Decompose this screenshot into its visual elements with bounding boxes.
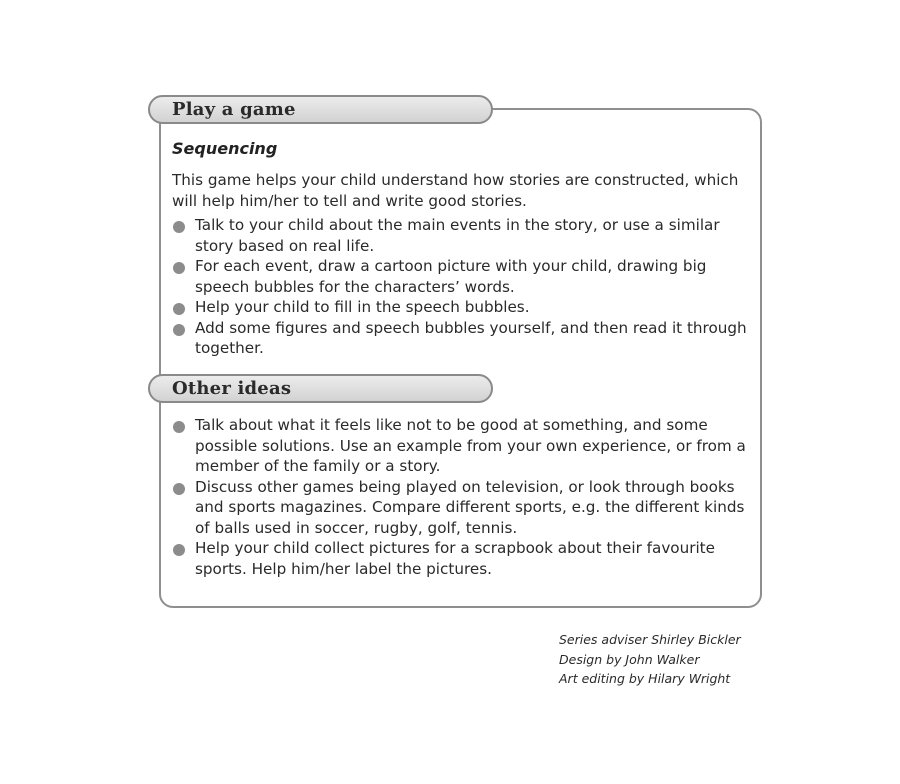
list-item	[172, 256, 752, 297]
bullet-text: Help your child to fill in the speech bubbles.	[195, 298, 530, 316]
list-item	[172, 415, 752, 477]
bullet-dot-icon	[173, 483, 185, 495]
credits-block	[559, 630, 741, 689]
art-editing-credit: Art editing by Hilary Wright	[559, 671, 731, 686]
design-credit: Design by John Walker	[559, 651, 700, 667]
bullet-text: Talk to your child about the main events in the story, or use a similar story based on real life.	[195, 216, 720, 255]
bullet-text: Discuss other games being played on television, or look through books and sports magazines. Compare different sports, e.g. the different kinds of balls used in soccer, rugby, golf, tennis.	[195, 477, 745, 537]
list-item	[172, 297, 752, 318]
bullet-dot-icon	[173, 303, 185, 315]
bullet-dot-icon	[173, 221, 185, 233]
other-ideas-bullet-list	[172, 415, 752, 579]
series-adviser-credit: Series adviser Shirley Bickler	[559, 632, 741, 647]
bullet-text: For each event, draw a cartoon picture with your child, drawing big speech bubbles for the characters’ words.	[195, 257, 707, 296]
list-item	[172, 538, 752, 579]
other-ideas-tab: Other ideas	[148, 374, 493, 403]
list-item	[172, 215, 752, 256]
sequencing-subheading: Sequencing	[172, 139, 278, 158]
bullet-dot-icon	[173, 421, 185, 433]
bullet-dot-icon	[173, 262, 185, 274]
bullet-dot-icon	[173, 544, 185, 556]
sequencing-bullet-list	[172, 215, 752, 359]
bullet-text: Help your child collect pictures for a scrapbook about their favourite sports. Help him/her label the pictures.	[195, 539, 715, 578]
bullet-text: Talk about what it feels like not to be good at something, and some possible solutions. Use an example from your own experience, or from a member of the family or a story.	[195, 416, 746, 475]
list-item	[172, 318, 752, 359]
bullet-dot-icon	[173, 324, 185, 336]
sequencing-intro: This game helps your child understand how stories are constructed, which will help him/her to tell and write good stories.	[172, 171, 739, 210]
list-item	[172, 477, 752, 539]
play-a-game-tab: Play a game	[148, 95, 493, 124]
bullet-text: Add some figures and speech bubbles yourself, and then read it through together.	[195, 318, 747, 357]
